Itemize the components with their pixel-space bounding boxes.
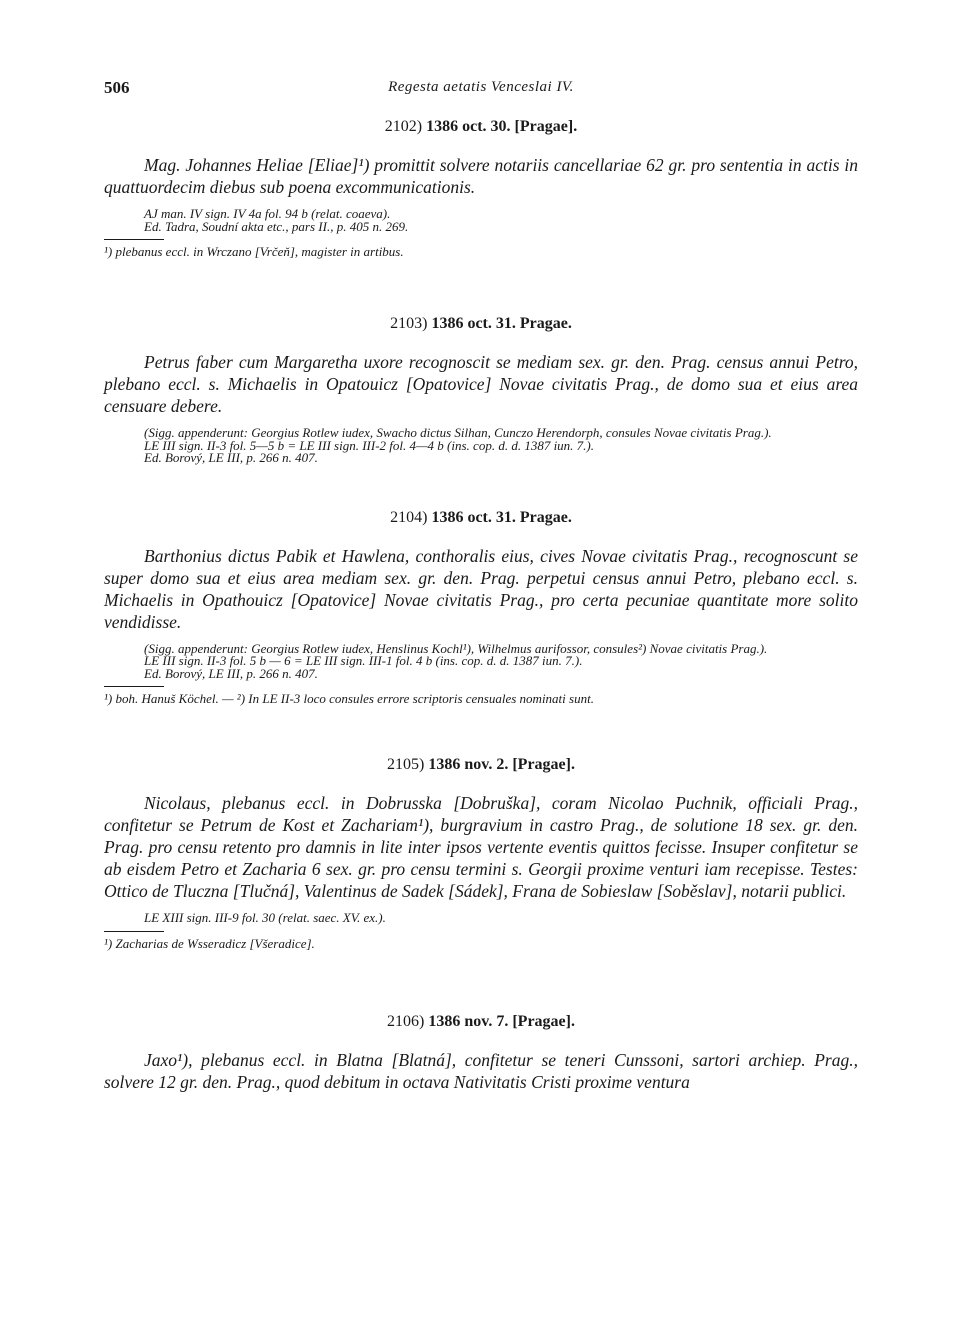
footnote-rule bbox=[104, 686, 164, 687]
entry-heading bbox=[104, 118, 858, 136]
entry-number: 2102) bbox=[384, 118, 423, 135]
entry-text: Petrus faber cum Margaretha uxore recognoscit se mediam sex. gr. den. Prag. census annui Petro, plebano eccl. s. Michaelis in Opatouicz [Opatovice] Novae civitatis Prag., de domo sua et eius area censuare debere. bbox=[104, 352, 858, 416]
entry-text: Barthonius dictus Pabik et Hawlena, conthoralis eius, cives Novae civitatis Prag., recognoscunt se super domo sua et eius area mediam sex. gr. den. Prag. perpetui census annui Petro, plebano eccl. s. Michaelis in Opathouicz [Opatovice] Novae civitatis Prag., pro certa pecuniae quantitate more solito vendidisse. bbox=[104, 545, 858, 632]
entry-heading bbox=[104, 756, 858, 774]
entry-number: 2105) bbox=[387, 756, 425, 773]
entry-heading bbox=[104, 315, 858, 333]
source-notes bbox=[104, 912, 858, 925]
regest-entry-2105 bbox=[104, 756, 858, 951]
document-page bbox=[104, 78, 858, 1093]
running-header bbox=[104, 78, 858, 102]
entry-text: Mag. Johannes Heliae [Eliae]¹) promittit solvere notariis cancellariae 62 gr. pro sententia in actis in quattuordecim diebus sub poena excommunicationis. bbox=[104, 155, 858, 197]
footnote: ¹) Zacharias de Wsseradicz [Všeradice]. bbox=[104, 935, 315, 951]
running-title: Regesta aetatis Venceslai IV. bbox=[388, 79, 574, 95]
entry-heading bbox=[104, 1013, 858, 1031]
edition-line: Ed. Borový, LE III, p. 266 n. 407. bbox=[144, 450, 318, 465]
source-notes bbox=[104, 640, 858, 681]
regest-entry-2106 bbox=[104, 1013, 858, 1093]
seals-line: (Sigg. appenderunt: Georgius Rotlew iudex, Henslinus Kochl¹), Wilhelmus aurifossor, consules²) Novae civitatis Prag.). bbox=[144, 640, 768, 656]
entry-date: 1386 oct. 30. [Pragae]. bbox=[426, 118, 578, 135]
edition-line: Ed. Tadra, Soudní akta etc., pars II., p. 405 n. 269. bbox=[144, 218, 409, 234]
entry-number: 2103) bbox=[390, 315, 428, 332]
entry-text: Nicolaus, plebanus eccl. in Dobrusska [Dobruška], coram Nicolao Puchnik, officiali Prag., confitetur se Petrum de Kost et Zachariam¹), burgravium in castro Prag., de solutione 18 sex. gr. den. Prag. pro censu retento pro damnis in lite inter ipsos vertente eventis quittos fecisse. Insuper confitetur se ab eisdem Petro et Zacharia 6 sex. gr. pro censu termini s. Georgii proxime venturi iam recepisse. Testes: Ottico de Tluczna [Tlučná], Valentinus de Sadek [Sádek], Frana de Sobieslaw [Soběslav], notarii publici. bbox=[104, 793, 858, 901]
source-line: LE XIII sign. III-9 fol. 30 (relat. saec. XV. ex.). bbox=[144, 910, 386, 925]
footnote-rule bbox=[104, 931, 164, 932]
source-notes bbox=[104, 208, 858, 233]
footnote: ¹) plebanus eccl. in Wrczano [Vrčeň], magister in artibus. bbox=[104, 244, 404, 259]
entry-date: 1386 oct. 31. Pragae. bbox=[431, 315, 572, 332]
entry-date: 1386 nov. 2. [Pragae]. bbox=[428, 756, 575, 773]
entry-text: Jaxo¹), plebanus eccl. in Blatna [Blatná], confitetur se teneri Cunssoni, sartori archiep. Prag., solvere 12 gr. den. Prag., quod debitum in octava Nativitatis Cristi proxime ventura bbox=[104, 1049, 858, 1092]
regest-entry-2102 bbox=[104, 118, 858, 259]
regest-entry-2103 bbox=[104, 315, 858, 465]
footnote-rule bbox=[104, 239, 164, 240]
entry-date: 1386 nov. 7. [Pragae]. bbox=[428, 1012, 575, 1030]
entry-heading bbox=[104, 509, 858, 527]
seals-line: (Sigg. appenderunt: Georgius Rotlew iudex, Swacho dictus Silhan, Cunczo Herendorph, consules Novae civitatis Prag.). bbox=[144, 425, 772, 440]
regest-entry-2104 bbox=[104, 509, 858, 707]
edition-line: Ed. Borový, LE III, p. 266 n. 407. bbox=[144, 665, 318, 681]
source-line: AJ man. IV sign. IV 4a fol. 94 b (relat. coaeva). bbox=[144, 206, 391, 221]
entry-number: 2104) bbox=[390, 508, 428, 526]
source-line: LE III sign. II-3 fol. 5—5 b = LE III sign. III-2 fol. 4—4 b (ins. cop. d. d. 1387 iun. 7.). bbox=[144, 437, 595, 453]
page-number: 506 bbox=[104, 78, 130, 97]
entry-number: 2106) bbox=[387, 1012, 425, 1030]
source-notes bbox=[104, 427, 858, 465]
entry-date: 1386 oct. 31. Pragae. bbox=[431, 508, 572, 526]
source-line: LE III sign. II-3 fol. 5 b — 6 = LE III sign. III-1 fol. 4 b (ins. cop. d. d. 1387 iun. 7.). bbox=[144, 653, 583, 668]
footnote: ¹) boh. Hanuš Köchel. — ²) In LE II-3 loco consules errore scriptoris censuales nominati sunt. bbox=[104, 691, 594, 706]
